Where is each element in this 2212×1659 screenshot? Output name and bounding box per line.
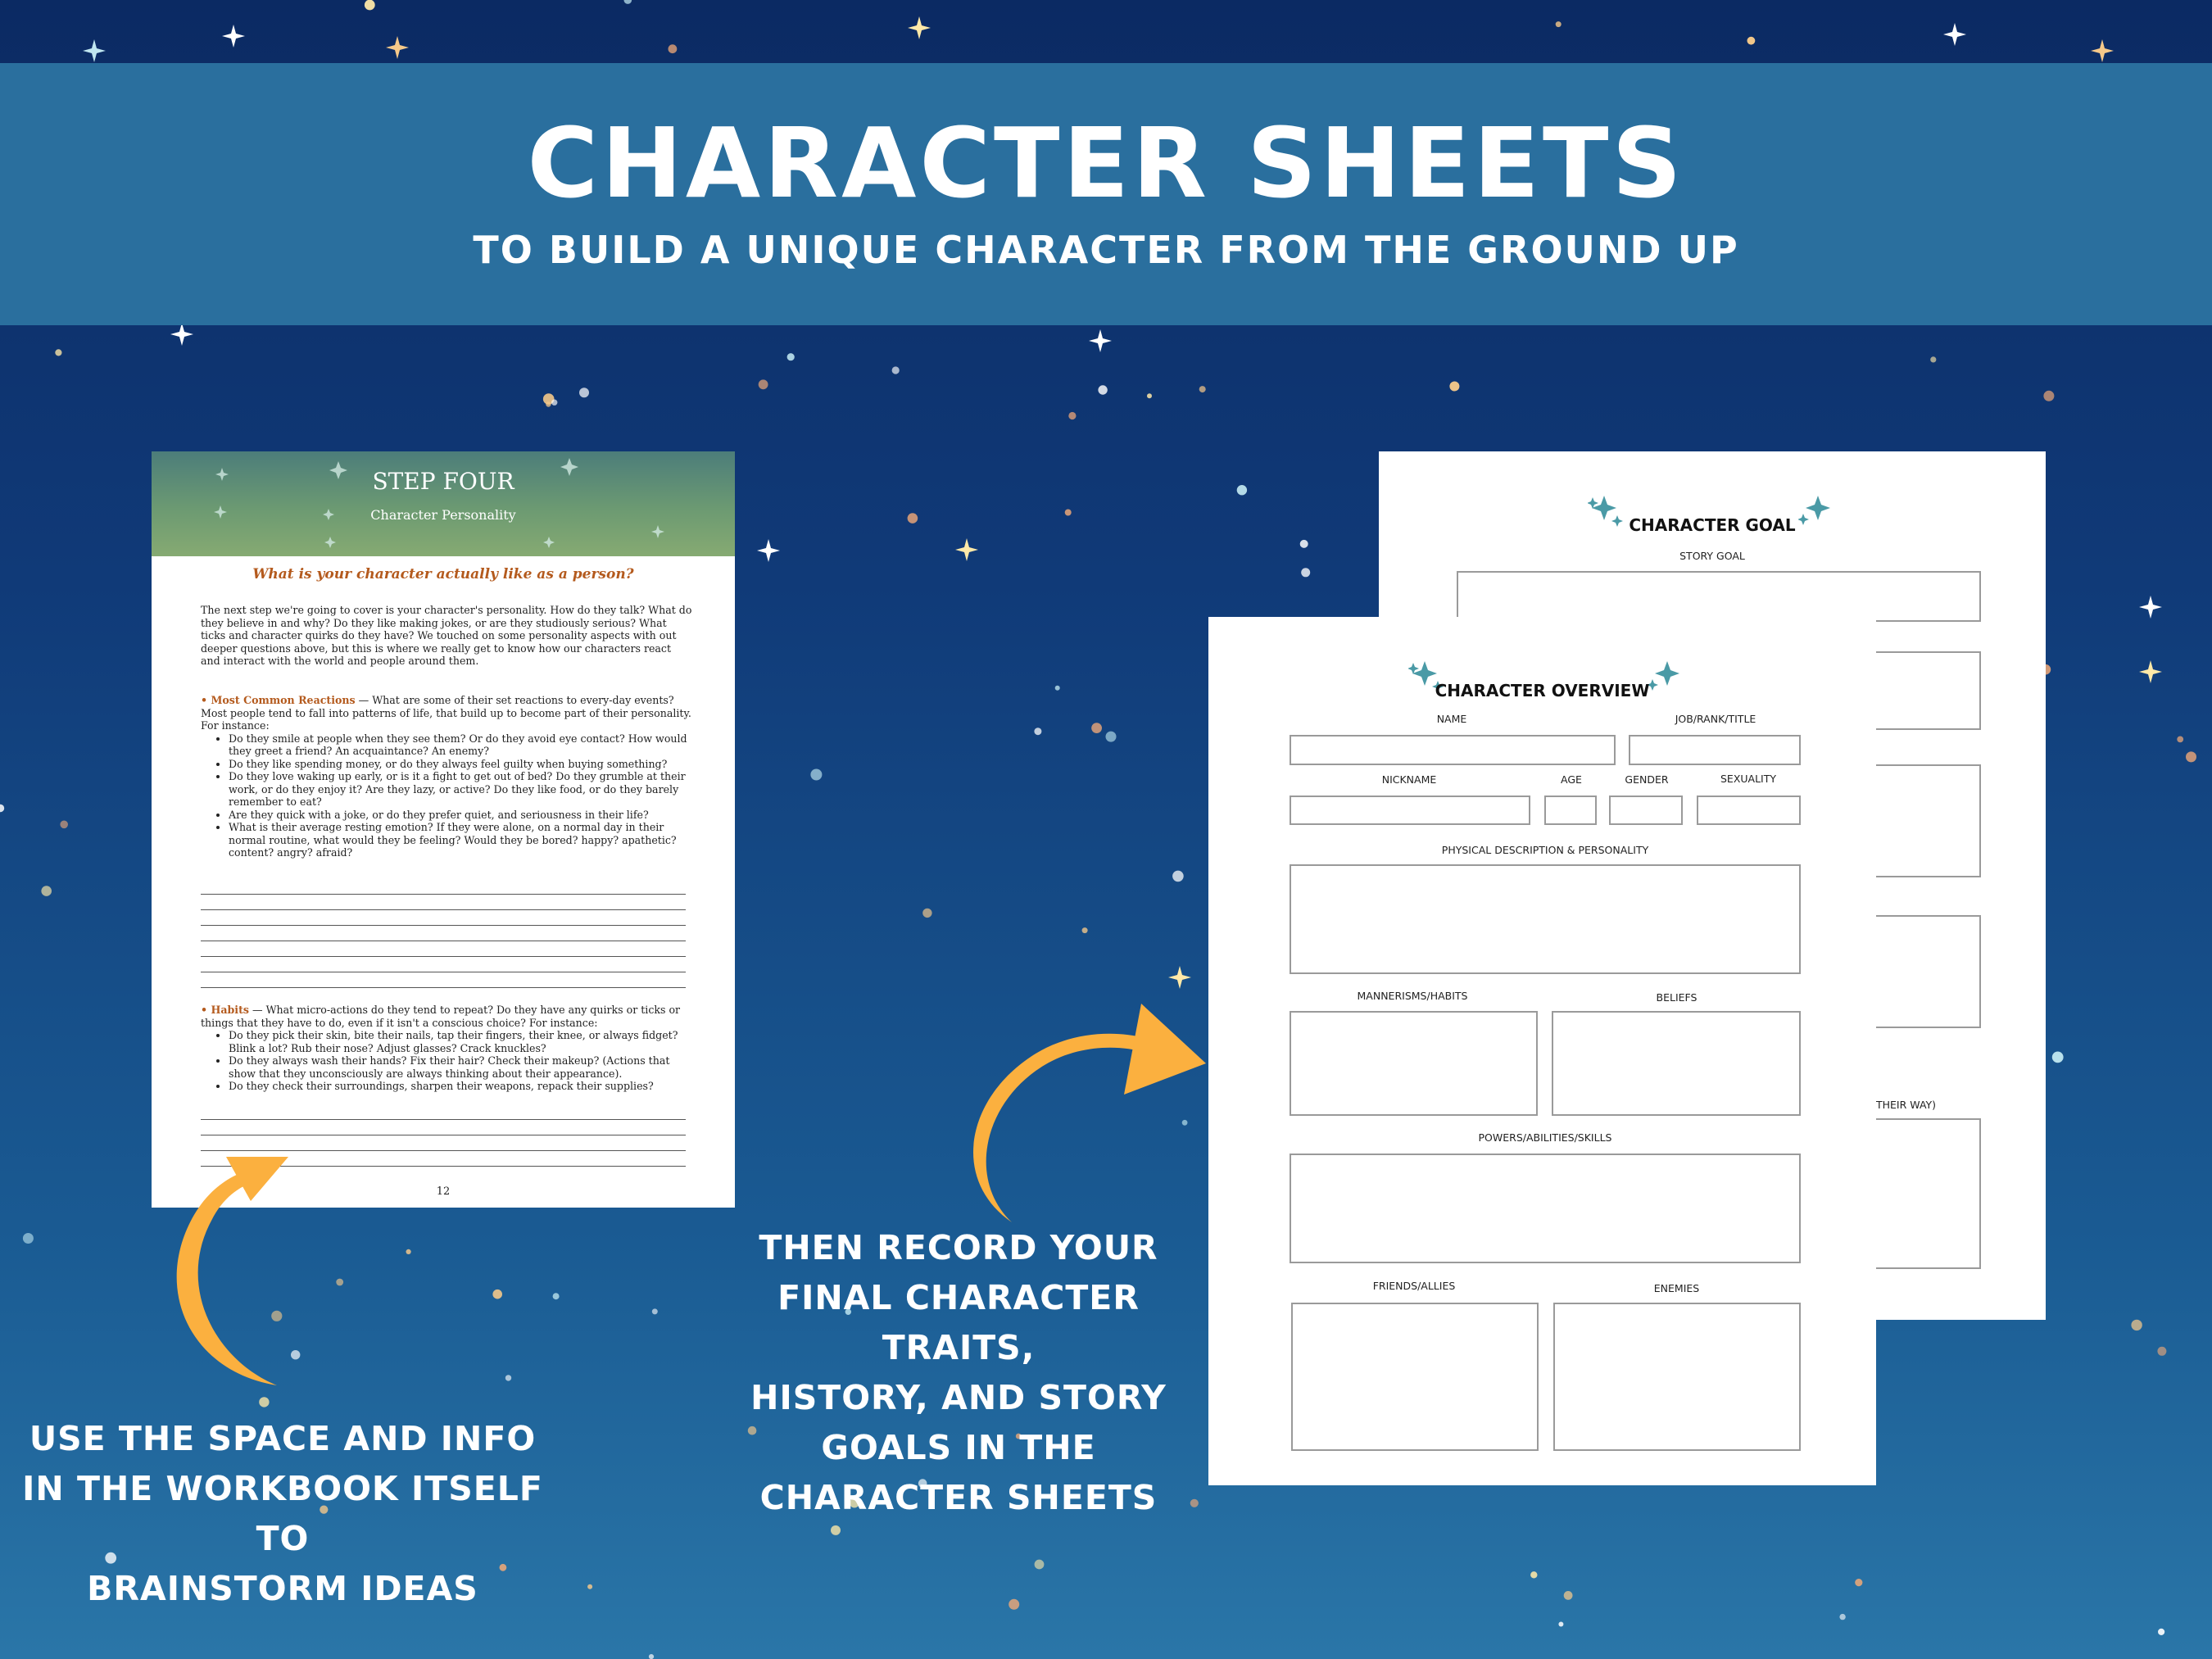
field-label: GENDER — [1625, 773, 1669, 786]
list-item: • Do they smile at people when they see them? Or do they avoid eye contact? How would they greet a friend? An acquaintance? An enemy? — [229, 732, 692, 758]
caption-left — [16, 1414, 549, 1614]
caption-middle — [721, 1223, 1196, 1523]
field-label: BELIEFS — [1656, 991, 1698, 1004]
field-label: JOB/RANK/TITLE — [1675, 713, 1756, 725]
caption-line: IN THE WORKBOOK ITSELF TO — [22, 1469, 543, 1558]
list-item: • Do they love waking up early, or is it a fight to get out of bed? Do they grumble at their work, or do they enjoy it? Are they lazy, or active? Do they like food, or do they barely remember to eat? — [229, 770, 692, 809]
section-text: — What are some of their set reactions to every-day events? Most people tend to fall into patterns of life, that build up to become part of their personality. For instance: — [201, 694, 691, 732]
list-item: • Are they quick with a joke, or do they prefer quiet, and seriousness in their life? — [229, 809, 692, 822]
section-heading: • Most Common Reactions — [201, 694, 356, 706]
workbook-question: What is your character actually like as a person? — [252, 566, 634, 582]
section-heading: • Habits — [201, 1004, 249, 1016]
field-label: MANNERISMS/HABITS — [1357, 990, 1468, 1002]
caption-line: USE THE SPACE AND INFO — [29, 1419, 537, 1458]
list-item: • Do they pick their skin, bite their nails, tap their fingers, their knee, or always fidget? Blink a lot? Rub their nose? Adjust glasses? Crack knuckles? — [229, 1029, 692, 1054]
arrow-up-icon — [177, 1157, 288, 1385]
caption-line: BRAINSTORM IDEAS — [87, 1569, 478, 1608]
page-title: CHARACTER SHEETS — [527, 107, 1685, 220]
workbook-step-title: STEP FOUR — [372, 468, 514, 495]
field-label: PHYSICAL DESCRIPTION & PERSONALITY — [1441, 844, 1649, 856]
field-label: STORY GOAL — [1679, 550, 1745, 562]
list-item: • What is their average resting emotion? If they were alone, on a normal day in their normal routine, what would they be feeling? Would they be bored? happy? apathetic? content? angry? afraid? — [229, 821, 692, 859]
caption-line: FINAL CHARACTER TRAITS, — [777, 1278, 1140, 1367]
workbook-intro: The next step we're going to cover is your character's personality. How do they talk? What do they believe in and why? Do they like making jokes, or are they studiously serious? What ticks and character quirks do they have? We touched on some personality aspects with out deeper questions above, but this is where we really get to know how our characters react and interact with the world and people around them. — [201, 604, 692, 667]
page-subtitle: TO BUILD A UNIQUE CHARACTER FROM THE GROUND UP — [473, 228, 1739, 272]
section-text: — What micro-actions do they tend to repeat? Do they have any quirks or ticks or things that they have to do, even if it isn't a conscious choice? For instance: — [201, 1004, 681, 1029]
field-label: NAME — [1436, 713, 1467, 725]
list-item: • Do they like spending money, or do they always feel guilty when buying something? — [229, 758, 692, 771]
list-item: • Do they always wash their hands? Fix their hair? Check their makeup? (Actions that show that they unconsciously are always thinking about their appearance). — [229, 1054, 692, 1080]
list-item: • Do they check their surroundings, sharpen their weapons, repack their supplies? — [229, 1080, 692, 1093]
field-label: ENEMIES — [1653, 1282, 1700, 1294]
arrow-right-icon — [973, 1004, 1206, 1222]
field-label: NICKNAME — [1381, 773, 1437, 786]
caption-line: GOALS IN THE — [821, 1428, 1096, 1467]
workbook-step-subtitle: Character Personality — [370, 507, 516, 523]
field-label: THEIR WAY) — [1876, 1099, 1937, 1111]
field-label: SEXUALITY — [1720, 773, 1777, 785]
caption-line: HISTORY, AND STORY — [750, 1378, 1167, 1417]
field-label: FRIENDS/ALLIES — [1372, 1280, 1456, 1292]
sheet-title: CHARACTER GOAL — [1629, 515, 1796, 535]
caption-line: THEN RECORD YOUR — [759, 1228, 1158, 1267]
field-label: AGE — [1561, 773, 1582, 786]
sheet-title: CHARACTER OVERVIEW — [1435, 681, 1650, 700]
field-label: POWERS/ABILITIES/SKILLS — [1478, 1131, 1612, 1144]
page-number: 12 — [436, 1185, 451, 1198]
caption-line: CHARACTER SHEETS — [759, 1478, 1158, 1517]
